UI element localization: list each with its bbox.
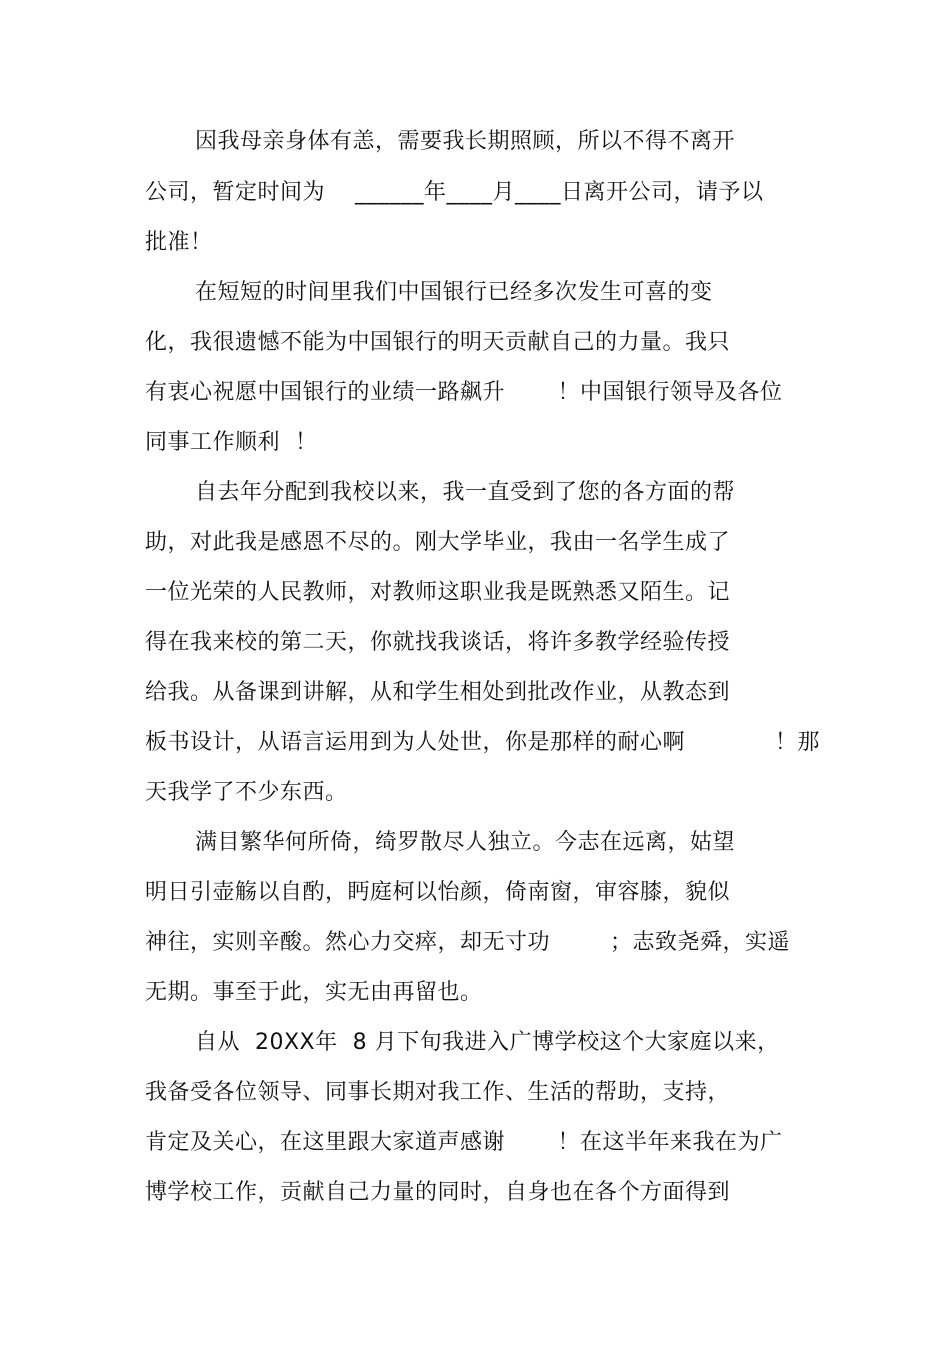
paragraph-1-line-1: 因我母亲身体有恙，需要我长期照顾，所以不得不离开 [195, 129, 736, 154]
paragraph-3-line-3: 一位光荣的人民教师，对教师这职业我是既熟悉又陌生。记 [145, 580, 731, 605]
paragraph-1-line-2: 公司，暂定时间为 ______年____月____日离开公司，请予以 [145, 180, 764, 205]
paragraph-3-line-1: 自去年分配到我校以来，我一直受到了您的各方面的帮 [195, 480, 736, 505]
paragraph-3-line-2: 助，对此我是感恩不尽的。刚大学毕业，我由一名学生成了 [145, 530, 731, 555]
paragraph-1-line-3: 批准！ [145, 230, 213, 255]
paragraph-5-line-2: 我备受各位领导、同事长期对我工作、生活的帮助，支持， [145, 1080, 731, 1105]
paragraph-2-line-2: 化，我很遗憾不能为中国银行的明天贡献自己的力量。我只 [145, 330, 731, 355]
paragraph-3-line-7: 天我学了不少东西。 [145, 780, 348, 805]
paragraph-2-line-4: 同事工作顺利 ！ [145, 430, 318, 455]
paragraph-5-line-3: 肯定及关心，在这里跟大家道声感谢 ！在这半年来我在为广 [145, 1130, 783, 1155]
paragraph-4-line-2: 明日引壶觞以自酌，眄庭柯以怡颜，倚南窗，审容膝，貌似 [145, 880, 731, 905]
paragraph-5-line-1: 自从 20XX年 8 月下旬我进入广博学校这个大家庭以来， [195, 1030, 780, 1055]
paragraph-3-line-4: 得在我来校的第二天，你就找我谈话，将许多教学经验传授 [145, 630, 731, 655]
paragraph-2-line-3: 有衷心祝愿中国银行的业绩一路飙升 ！中国银行领导及各位 [145, 380, 783, 405]
paragraph-4-line-1: 满目繁华何所倚，绮罗散尽人独立。今志在远离，姑望 [195, 830, 736, 855]
paragraph-3-line-6: 板书设计，从语言运用到为人处世，你是那样的耐心啊 ！那 [145, 730, 820, 755]
paragraph-4-line-4: 无期。事至于此，实无由再留也。 [145, 980, 483, 1005]
paragraph-5-line-4: 博学校工作，贡献自己力量的同时，自身也在各个方面得到 [145, 1180, 731, 1205]
paragraph-3-line-5: 给我。从备课到讲解，从和学生相处到批改作业，从教态到 [145, 680, 731, 705]
paragraph-2-line-1: 在短短的时间里我们中国银行已经多次发生可喜的变 [195, 280, 713, 305]
paragraph-4-line-3: 神往，实则辛酸。然心力交瘁，却无寸功 ；志致尧舜，实遥 [145, 930, 790, 955]
